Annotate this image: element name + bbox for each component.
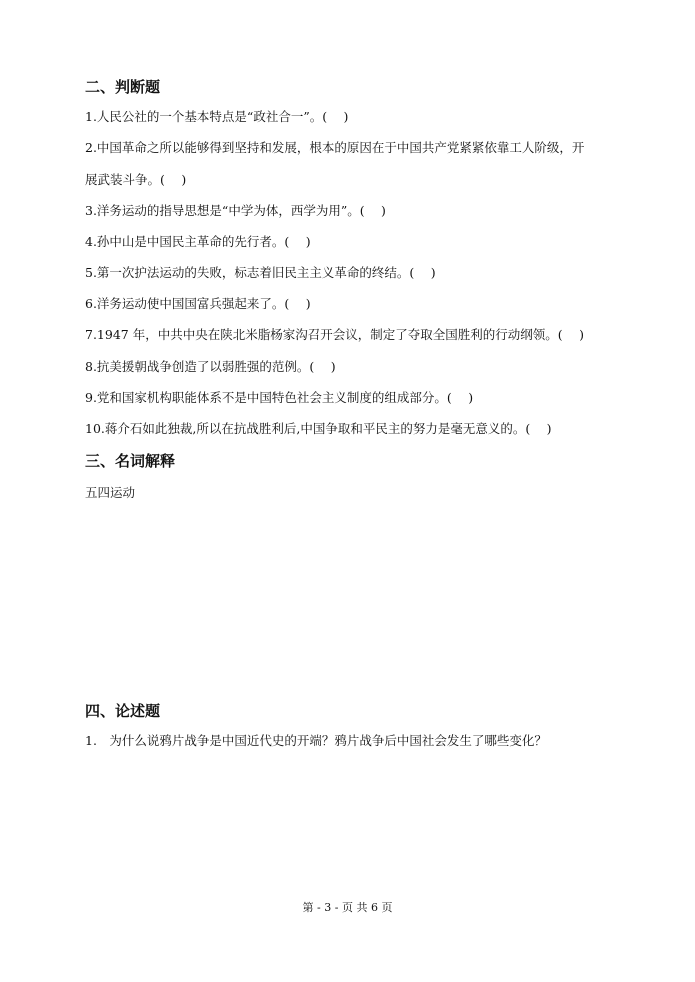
section-4-heading: 四、论述题 (85, 702, 161, 720)
judgment-item-3: 3.洋务运动的指导思想是“中学为体，西学为用”。( ) (85, 203, 386, 218)
judgment-item-6: 6.洋务运动使中国国富兵强起来了。( ) (85, 296, 311, 311)
section-3-heading: 三、名词解释 (85, 452, 176, 470)
judgment-item-2-line-2: 展武装斗争。( ) (85, 172, 187, 187)
section-2-heading: 二、判断题 (85, 78, 161, 96)
judgment-item-7: 7.1947 年，中共中央在陕北米脂杨家沟召开会议，制定了夺取全国胜利的行动纲领。( ) (85, 327, 584, 342)
judgment-item-2-line-1: 2.中国革命之所以能够得到坚持和发展，根本的原因在于中国共产党紧紧依靠工人阶级，开 (85, 140, 585, 155)
judgment-item-5: 5.第一次护法运动的失败，标志着旧民主主义革命的终结。( ) (85, 265, 436, 280)
judgment-item-9: 9.党和国家机构职能体系不是中国特色社会主义制度的组成部分。( ) (85, 390, 474, 405)
page-footer: 第 - 3 - 页 共 6 页 (302, 901, 393, 914)
judgment-item-1: 1.人民公社的一个基本特点是“政社合一”。( ) (85, 109, 349, 124)
judgment-item-4: 4.孙中山是中国民主革命的先行者。( ) (85, 234, 311, 249)
judgment-item-10: 10.蒋介石如此独裁,所以在抗战胜利后,中国争取和平民主的努力是毫无意义的。( ) (85, 421, 552, 436)
essay-question-1: 1. 为什么说鸦片战争是中国近代史的开端？鸦片战争后中国社会发生了哪些变化？ (85, 733, 547, 748)
term-wusi-movement: 五四运动 (85, 485, 136, 500)
judgment-item-8: 8.抗美援朝战争创造了以弱胜强的范例。( ) (85, 359, 336, 374)
